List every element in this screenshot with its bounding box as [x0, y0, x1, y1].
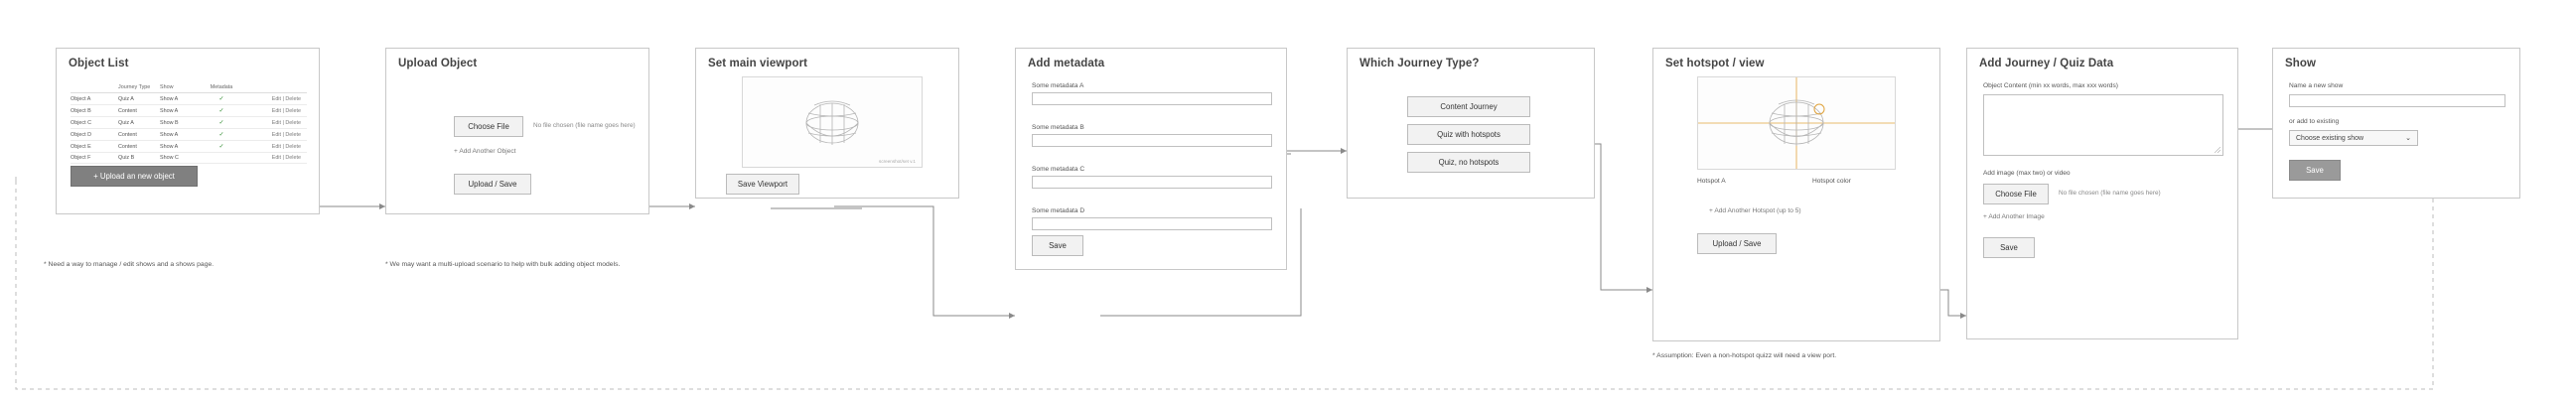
show-name-input[interactable] — [2289, 94, 2505, 107]
cell-actions[interactable]: Edit | Delete — [271, 143, 301, 150]
cell-journey: Quiz A — [118, 119, 134, 126]
cell-show: Show A — [160, 131, 179, 138]
cell-actions[interactable]: Edit | Delete — [271, 107, 301, 114]
cell-metadata-check: ✓ — [218, 144, 224, 150]
journey-option-content-journey[interactable]: Content Journey — [1407, 96, 1530, 117]
note-multi-upload: * We may want a multi-upload scenario to help with bulk adding object models. — [385, 261, 621, 268]
metadata-input-c[interactable] — [1032, 176, 1272, 189]
card-journey-data — [1966, 48, 2238, 339]
chevron-down-icon: ⌄ — [2405, 135, 2411, 142]
hotspot-preview[interactable] — [1697, 76, 1896, 170]
cell-name: Object B — [71, 107, 91, 114]
note-viewport-assumption: * Assumption: Even a non-hotspot quizz will need a view port. — [1652, 352, 1837, 359]
cell-journey: Quiz B — [118, 155, 135, 161]
metadata-label-b: Some metadata B — [1032, 124, 1084, 131]
card-title-set-viewport: Set main viewport — [708, 58, 808, 69]
cell-show: Show A — [160, 143, 179, 150]
cell-metadata-check: ✓ — [218, 120, 224, 126]
viewport-preview[interactable] — [742, 76, 923, 168]
cell-name: Object A — [71, 95, 91, 102]
upload-save-button[interactable]: Upload / Save — [454, 174, 531, 195]
cell-metadata-check: ✓ — [218, 96, 224, 102]
add-another-image-link[interactable]: + Add Another Image — [1983, 213, 2045, 220]
file-status-text: No file chosen (file name goes here) — [533, 122, 636, 129]
hotspot-a-label: Hotspot A — [1697, 178, 1726, 185]
file-status-text-image: No file chosen (file name goes here) — [2059, 190, 2161, 197]
table-row[interactable] — [71, 141, 307, 153]
card-title-add-metadata: Add metadata — [1028, 58, 1105, 69]
object-content-label: Object Content (min xx words, max xxx words) — [1983, 82, 2118, 89]
card-show — [2272, 48, 2520, 199]
object-list-table — [71, 84, 307, 164]
object-content-textarea[interactable] — [1983, 94, 2223, 156]
hotspot-model-icon — [1698, 77, 1895, 169]
metadata-group-b — [1032, 124, 1272, 147]
journey-option-quiz-no-hotspots[interactable]: Quiz, no hotspots — [1407, 152, 1530, 173]
save-viewport-button[interactable]: Save Viewport — [726, 174, 799, 195]
add-image-label: Add image (max two) or video — [1983, 170, 2071, 177]
card-set-hotspot — [1652, 48, 1940, 341]
col-header-show[interactable]: Show — [160, 84, 174, 90]
card-add-metadata — [1015, 48, 1287, 270]
3d-model-icon — [743, 77, 922, 167]
screenshot-caption: screenshot/set v.1 — [879, 159, 916, 164]
existing-show-select-value: Choose existing show — [2296, 134, 2364, 142]
show-save-button[interactable]: Save — [2289, 160, 2341, 181]
cell-metadata-check: ✓ — [218, 108, 224, 114]
metadata-group-d — [1032, 207, 1272, 230]
col-header-name — [71, 84, 118, 90]
metadata-group-a — [1032, 82, 1272, 105]
add-another-object-link[interactable]: + Add Another Object — [454, 148, 516, 155]
table-row[interactable] — [71, 129, 307, 141]
table-row[interactable] — [71, 153, 307, 164]
show-name-label: Name a new show — [2289, 82, 2344, 89]
cell-actions[interactable]: Edit | Delete — [271, 95, 301, 102]
table-row[interactable] — [71, 93, 307, 105]
hotspot-upload-save-button[interactable]: Upload / Save — [1697, 233, 1777, 254]
upload-new-object-button[interactable]: + Upload an new object — [71, 166, 198, 187]
cell-show: Show A — [160, 107, 179, 114]
metadata-input-b[interactable] — [1032, 134, 1272, 147]
col-header-journey[interactable]: Journey Type — [118, 84, 151, 90]
card-set-viewport — [695, 48, 959, 199]
journey-save-button[interactable]: Save — [1983, 237, 2035, 258]
cell-show: Show A — [160, 95, 179, 102]
table-row[interactable] — [71, 105, 307, 117]
add-another-hotspot-link[interactable]: + Add Another Hotspot (up to 5) — [1709, 207, 1801, 214]
metadata-label-d: Some metadata D — [1032, 207, 1085, 214]
resize-grip-icon — [2215, 147, 2220, 153]
metadata-group-c — [1032, 166, 1272, 189]
note-manage-shows: * Need a way to manage / edit shows and a shows page. — [44, 261, 215, 268]
journey-option-quiz-with-hotspots[interactable]: Quiz with hotspots — [1407, 124, 1530, 145]
card-title-show: Show — [2285, 58, 2317, 69]
choose-file-button-image[interactable]: Choose File — [1983, 184, 2049, 204]
cell-name: Object F — [71, 155, 91, 161]
cell-journey: Content — [118, 107, 137, 114]
cell-show: Show B — [160, 119, 179, 126]
cell-metadata-check: ✓ — [218, 132, 224, 138]
hotspot-color-dropdown[interactable]: Hotspot color — [1812, 178, 1851, 185]
cell-journey: Quiz A — [118, 95, 134, 102]
existing-show-select[interactable] — [2289, 130, 2418, 146]
cell-actions[interactable]: Edit | Delete — [271, 155, 301, 161]
cell-name: Object E — [71, 143, 91, 150]
cell-name: Object D — [71, 131, 91, 138]
cell-actions[interactable]: Edit | Delete — [271, 119, 301, 126]
metadata-input-d[interactable] — [1032, 217, 1272, 230]
cell-actions[interactable]: Edit | Delete — [271, 131, 301, 138]
choose-file-button[interactable]: Choose File — [454, 116, 523, 137]
cell-journey: Content — [118, 131, 137, 138]
table-row[interactable] — [71, 117, 307, 129]
card-title-upload-object: Upload Object — [398, 58, 478, 69]
cell-name: Object C — [71, 119, 91, 126]
or-add-existing-label: or add to existing — [2289, 118, 2340, 125]
card-title-journey-data: Add Journey / Quiz Data — [1979, 58, 2114, 69]
col-header-actions — [241, 84, 301, 90]
card-journey-type — [1347, 48, 1595, 199]
card-title-set-hotspot: Set hotspot / view — [1665, 58, 1765, 69]
card-title-object-list: Object List — [69, 58, 129, 69]
cell-journey: Content — [118, 143, 137, 150]
card-upload-object — [385, 48, 649, 214]
metadata-label-c: Some metadata C — [1032, 166, 1085, 173]
cell-show: Show C — [160, 155, 179, 161]
col-header-metadata[interactable]: Metadata — [210, 84, 233, 90]
card-title-journey-type: Which Journey Type? — [1360, 58, 1480, 69]
save-metadata-button[interactable]: Save — [1032, 235, 1083, 256]
card-object-list — [56, 48, 320, 214]
table-header-row — [71, 84, 307, 93]
metadata-label-a: Some metadata A — [1032, 82, 1084, 89]
metadata-input-a[interactable] — [1032, 92, 1272, 105]
